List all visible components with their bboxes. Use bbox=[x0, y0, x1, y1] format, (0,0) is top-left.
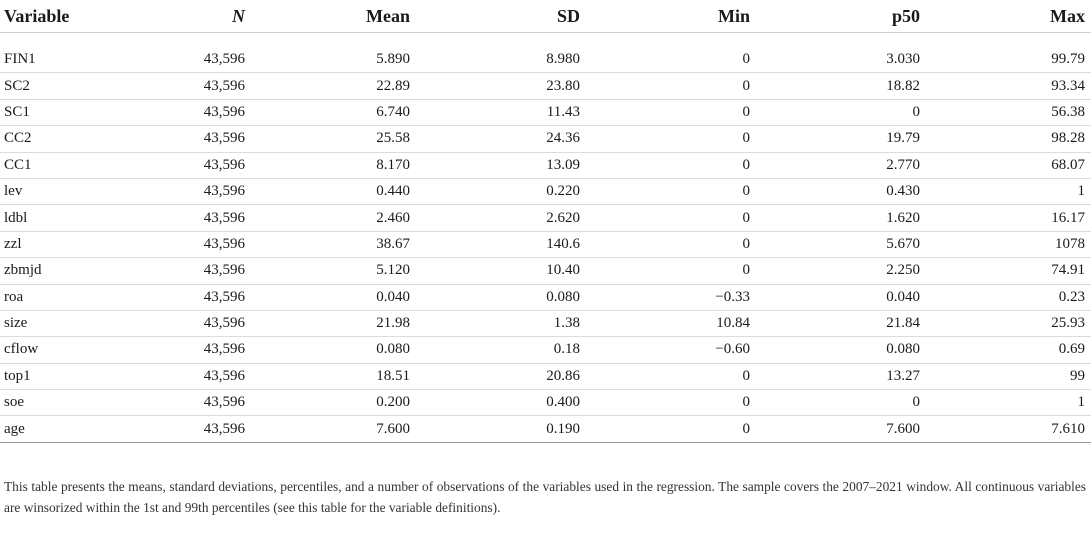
cell-min: 0 bbox=[580, 416, 750, 442]
cell-mean: 6.740 bbox=[245, 99, 410, 125]
header-p50: p50 bbox=[750, 0, 920, 33]
table-header bbox=[0, 0, 1091, 47]
cell-p50: 7.600 bbox=[750, 416, 920, 442]
cell-p50: 13.27 bbox=[750, 363, 920, 389]
cell-mean: 0.080 bbox=[245, 337, 410, 363]
cell-p50: 0 bbox=[750, 390, 920, 416]
cell-variable: CC2 bbox=[0, 126, 120, 152]
cell-variable: FIN1 bbox=[0, 47, 120, 73]
cell-sd: 10.40 bbox=[410, 258, 580, 284]
cell-p50: 19.79 bbox=[750, 126, 920, 152]
cell-n: 43,596 bbox=[120, 152, 245, 178]
cell-mean: 0.200 bbox=[245, 390, 410, 416]
header-max: Max bbox=[920, 0, 1091, 33]
cell-variable: SC2 bbox=[0, 73, 120, 99]
table-row bbox=[0, 416, 1091, 442]
cell-variable: SC1 bbox=[0, 99, 120, 125]
table-row bbox=[0, 47, 1091, 73]
table-row bbox=[0, 205, 1091, 231]
cell-max: 1 bbox=[920, 390, 1091, 416]
cell-min: 0 bbox=[580, 205, 750, 231]
cell-n: 43,596 bbox=[120, 416, 245, 442]
cell-p50: 0.040 bbox=[750, 284, 920, 310]
header-variable: Variable bbox=[0, 0, 120, 33]
cell-sd: 11.43 bbox=[410, 99, 580, 125]
cell-n: 43,596 bbox=[120, 231, 245, 257]
cell-mean: 38.67 bbox=[245, 231, 410, 257]
table-row bbox=[0, 99, 1091, 125]
cell-n: 43,596 bbox=[120, 390, 245, 416]
cell-mean: 8.170 bbox=[245, 152, 410, 178]
cell-max: 7.610 bbox=[920, 416, 1091, 442]
cell-max: 98.28 bbox=[920, 126, 1091, 152]
cell-min: 0 bbox=[580, 152, 750, 178]
cell-variable: size bbox=[0, 310, 120, 336]
cell-sd: 0.400 bbox=[410, 390, 580, 416]
header-spacer bbox=[0, 33, 1091, 48]
cell-variable: zbmjd bbox=[0, 258, 120, 284]
cell-mean: 21.98 bbox=[245, 310, 410, 336]
header-row bbox=[0, 0, 1091, 33]
cell-p50: 2.250 bbox=[750, 258, 920, 284]
cell-n: 43,596 bbox=[120, 258, 245, 284]
cell-n: 43,596 bbox=[120, 205, 245, 231]
cell-sd: 0.220 bbox=[410, 178, 580, 204]
cell-n: 43,596 bbox=[120, 178, 245, 204]
table-row bbox=[0, 337, 1091, 363]
table-row bbox=[0, 310, 1091, 336]
cell-mean: 18.51 bbox=[245, 363, 410, 389]
table-row bbox=[0, 152, 1091, 178]
cell-variable: cflow bbox=[0, 337, 120, 363]
cell-max: 68.07 bbox=[920, 152, 1091, 178]
table-row bbox=[0, 363, 1091, 389]
cell-p50: 0.430 bbox=[750, 178, 920, 204]
table-footnote: This table presents the means, standard deviations, percentiles, and a number of observations of the variables used in the regression. The sample covers the 2007–2021 window. All continuous variables are winsorized within the 1st and 99th percentiles (see this table for the variable definitions). bbox=[4, 479, 1086, 515]
cell-sd: 23.80 bbox=[410, 73, 580, 99]
cell-sd: 20.86 bbox=[410, 363, 580, 389]
table-row bbox=[0, 73, 1091, 99]
cell-p50: 5.670 bbox=[750, 231, 920, 257]
table-row bbox=[0, 284, 1091, 310]
table-row bbox=[0, 126, 1091, 152]
cell-sd: 0.080 bbox=[410, 284, 580, 310]
cell-max: 99 bbox=[920, 363, 1091, 389]
table-body bbox=[0, 47, 1091, 442]
cell-p50: 0 bbox=[750, 99, 920, 125]
cell-mean: 25.58 bbox=[245, 126, 410, 152]
cell-max: 16.17 bbox=[920, 205, 1091, 231]
cell-p50: 3.030 bbox=[750, 47, 920, 73]
cell-mean: 5.120 bbox=[245, 258, 410, 284]
cell-max: 0.69 bbox=[920, 337, 1091, 363]
cell-variable: lev bbox=[0, 178, 120, 204]
cell-max: 25.93 bbox=[920, 310, 1091, 336]
cell-max: 99.79 bbox=[920, 47, 1091, 73]
cell-n: 43,596 bbox=[120, 126, 245, 152]
cell-sd: 1.38 bbox=[410, 310, 580, 336]
cell-min: 10.84 bbox=[580, 310, 750, 336]
cell-min: 0 bbox=[580, 73, 750, 99]
cell-variable: roa bbox=[0, 284, 120, 310]
cell-variable: soe bbox=[0, 390, 120, 416]
cell-max: 56.38 bbox=[920, 99, 1091, 125]
cell-sd: 2.620 bbox=[410, 205, 580, 231]
cell-sd: 24.36 bbox=[410, 126, 580, 152]
cell-variable: CC1 bbox=[0, 152, 120, 178]
cell-min: 0 bbox=[580, 390, 750, 416]
cell-max: 0.23 bbox=[920, 284, 1091, 310]
cell-min: −0.60 bbox=[580, 337, 750, 363]
table-row bbox=[0, 390, 1091, 416]
header-sd: SD bbox=[410, 0, 580, 33]
cell-min: −0.33 bbox=[580, 284, 750, 310]
cell-n: 43,596 bbox=[120, 47, 245, 73]
cell-mean: 22.89 bbox=[245, 73, 410, 99]
cell-variable: top1 bbox=[0, 363, 120, 389]
cell-mean: 7.600 bbox=[245, 416, 410, 442]
cell-mean: 0.440 bbox=[245, 178, 410, 204]
cell-variable: zzl bbox=[0, 231, 120, 257]
cell-p50: 21.84 bbox=[750, 310, 920, 336]
cell-n: 43,596 bbox=[120, 363, 245, 389]
table-row bbox=[0, 178, 1091, 204]
cell-min: 0 bbox=[580, 231, 750, 257]
cell-p50: 18.82 bbox=[750, 73, 920, 99]
cell-n: 43,596 bbox=[120, 337, 245, 363]
cell-n: 43,596 bbox=[120, 310, 245, 336]
cell-sd: 0.190 bbox=[410, 416, 580, 442]
cell-mean: 5.890 bbox=[245, 47, 410, 73]
cell-p50: 2.770 bbox=[750, 152, 920, 178]
cell-min: 0 bbox=[580, 99, 750, 125]
cell-n: 43,596 bbox=[120, 99, 245, 125]
cell-sd: 0.18 bbox=[410, 337, 580, 363]
table-row bbox=[0, 231, 1091, 257]
cell-variable: ldbl bbox=[0, 205, 120, 231]
header-n: N bbox=[120, 0, 245, 33]
header-min: Min bbox=[580, 0, 750, 33]
cell-sd: 140.6 bbox=[410, 231, 580, 257]
cell-min: 0 bbox=[580, 363, 750, 389]
table-row bbox=[0, 258, 1091, 284]
cell-mean: 0.040 bbox=[245, 284, 410, 310]
cell-max: 1078 bbox=[920, 231, 1091, 257]
cell-n: 43,596 bbox=[120, 284, 245, 310]
cell-min: 0 bbox=[580, 178, 750, 204]
cell-p50: 0.080 bbox=[750, 337, 920, 363]
cell-sd: 8.980 bbox=[410, 47, 580, 73]
cell-max: 93.34 bbox=[920, 73, 1091, 99]
cell-min: 0 bbox=[580, 126, 750, 152]
cell-p50: 1.620 bbox=[750, 205, 920, 231]
cell-max: 1 bbox=[920, 178, 1091, 204]
cell-min: 0 bbox=[580, 258, 750, 284]
cell-mean: 2.460 bbox=[245, 205, 410, 231]
cell-sd: 13.09 bbox=[410, 152, 580, 178]
cell-n: 43,596 bbox=[120, 73, 245, 99]
cell-max: 74.91 bbox=[920, 258, 1091, 284]
header-mean: Mean bbox=[245, 0, 410, 33]
cell-min: 0 bbox=[580, 47, 750, 73]
cell-variable: age bbox=[0, 416, 120, 442]
